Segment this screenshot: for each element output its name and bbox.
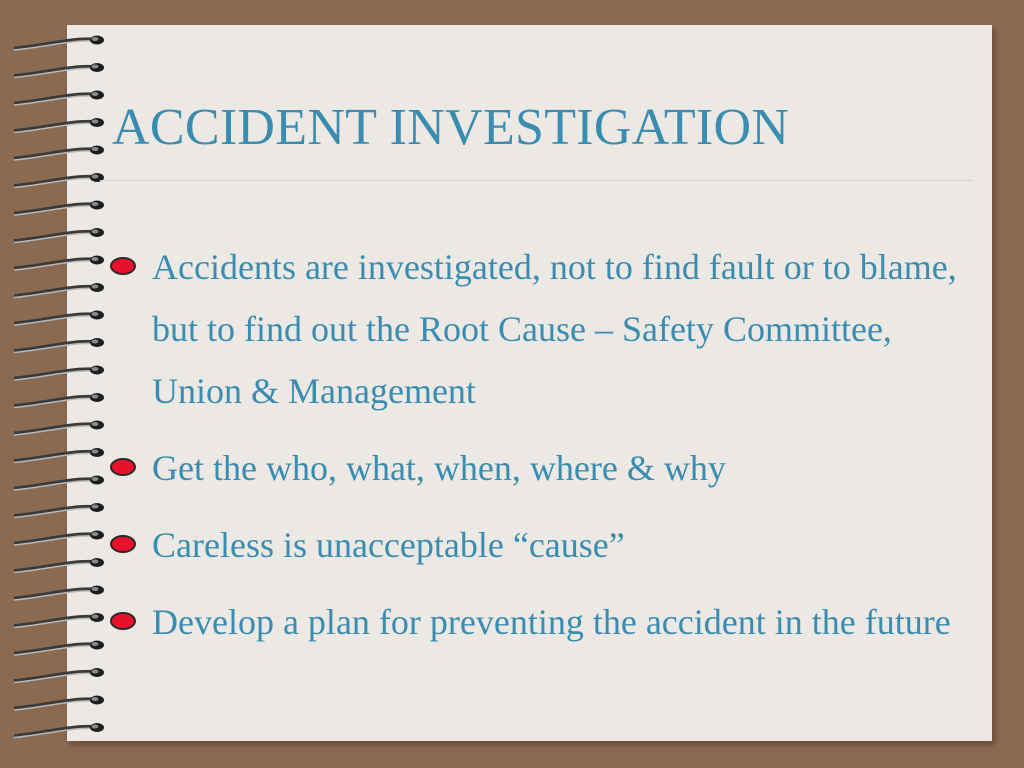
list-item <box>110 236 970 422</box>
list-item <box>110 591 970 653</box>
red-oval-bullet-icon <box>110 612 136 630</box>
bullet-text: Get the who, what, when, where & why <box>152 448 726 488</box>
list-item <box>110 514 970 576</box>
bullet-text: Accidents are investigated, not to find fault or to blame, but to find out the Root Cause – Safety Committee, Union & Management <box>152 247 957 411</box>
red-oval-bullet-icon <box>110 458 136 476</box>
slide-title: ACCIDENT INVESTIGATION <box>112 99 790 156</box>
red-oval-bullet-icon <box>110 257 136 275</box>
red-oval-bullet-icon <box>110 535 136 553</box>
bullet-text: Careless is unacceptable “cause” <box>152 525 625 565</box>
bullet-text: Develop a plan for preventing the accident in the future <box>152 602 951 642</box>
title-divider <box>100 180 972 181</box>
bullet-list <box>110 236 970 668</box>
list-item <box>110 437 970 499</box>
